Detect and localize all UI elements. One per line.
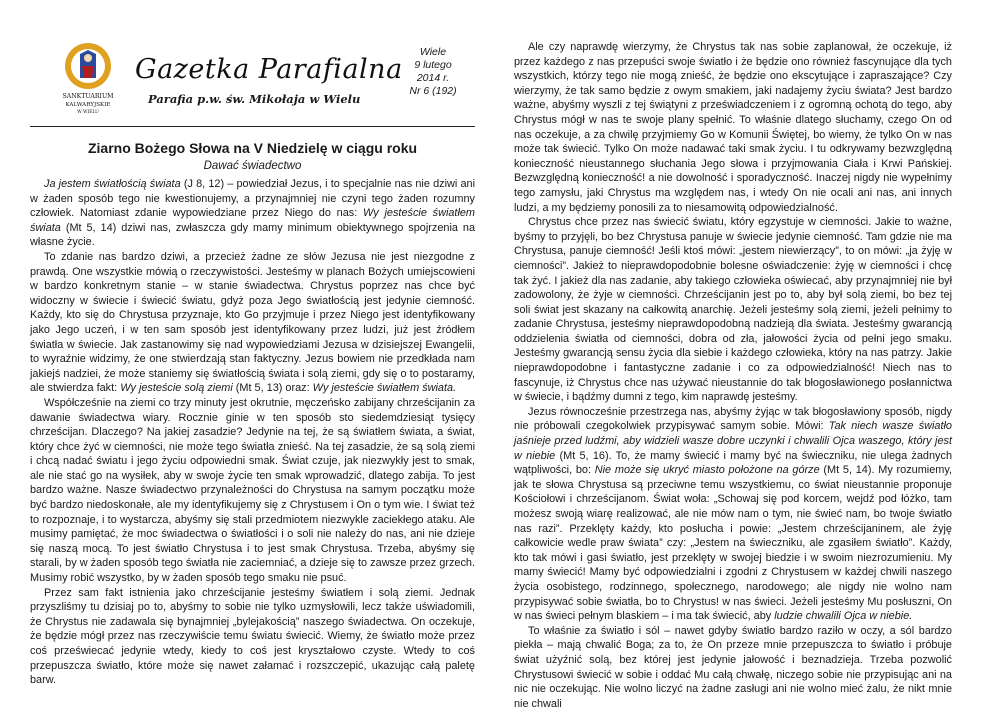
text: To zdanie nas bardzo dziwi, a przecież żadne ze słów Jezusa nie jest niezgodne z prawdą. One wszystkie mówią o rzeczywistości. Jesteśmy w planach Bożych umiejscowieni w bardzo konkretnym stanie – w stanie świadectwa. Chrystus poprzez nas chce być widoczny w świecie i świecić światu, gdyż poza Jego światłością jest jedynie ciemność. Każdy, kto się do Chrystusa przyznaje, kto Go przyjmuje i przez Niego jest identyfikowany jako Jego uczeń, i w ten sam sposób jest identyfikowany przez ludzi, już jest źródłem światła w świecie. Jak zastanowimy się nad wypowiedziami Jezusa w dzisiejszej Ewangelii, to wyraźnie widzimy, że one stwierdzają stan faktyczny. Jezus bowiem nie przedkłada nam jakiejś nadziei, że może staniemy się światłością świata i solą ziemi, gdy się o to postaramy, ale stwierdza fakt:: [30, 250, 475, 395]
quote: Ja jestem światłością świata: [44, 178, 181, 190]
logo-line-1: SANKTUARIUM: [62, 93, 114, 100]
quote: Nie może się ukryć miasto położone na górze: [594, 464, 820, 477]
paragraph-6: [514, 215, 952, 405]
text: Chrystus chce przez nas świecić światu, który egzystuje w ciemności. Jakie to ważne, byśmy to przyjęli, bo bez Chrystusa panuje w świecie jedynie ciemność. Tam gdzie nie ma Chrystusa, panuje ciemność! Jeśli ktoś mówi: „jestem niewierzący”, to on mówi: „ja żyję w ciemności”. Jakież to nieprawdopodobnie bolesne oświadczenie: żyję w ciemności i chcę tak żyć. I jakież dla nas zadanie, aby takiego człowieka oświecać, aby przynajmniej nie był zadowolony, że żyje w ciemności. Chrześcijanin jest po to, aby był solą ziemi, bo bez tej soli świat jest skazany na całkowitą anarchię. Jeżeli jesteśmy solą ziemi, jeżeli pełnimy to zadanie Chrystusa, jesteśmy nieprawdopodobną nadzieją dla świata. Jesteśmy gwarancją oddzielenia światła od ciemności, dobra od zła, jałowości życia od pełni jego smaku. Jesteśmy gwarancją sensu życia dla siebie i każdego człowieka, który na nas patrzy. Jakie nieprawdopodobne i fantastyczne zadanie i co za odpowiedzialność! Niech nas to fascynuje, iż Chrystus chce nas używać nieustannie do tak błogosławionego posłannictwa w świecie, i bądźmy dumni z tego, kim naprawdę jesteśmy.: [514, 216, 952, 404]
text: Ale czy naprawdę wierzymy, że Chrystus tak nas sobie zaplanował, że oczekuje, iż przez każdego z nas przepuści swoje światło i że będzie ono również fascynujące dla tych wszystkich, którzy tego nie mogą znieść, że będzie ono ekscytujące i zapraszające? Czy wierzymy, że tak samo będzie z owym smakiem, jaki nadajemy życiu świata? Jest bardzo ważne, abyśmy wyszli z tej świątyni z przeświadczeniem i z ogromną ochotą do tego, aby Chrystus mógł w nas te swoje plany spełnić. To właśnie dlatego słuchamy, czego On od nas oczekuje, a za chwilę przyjmiemy Go w Komunii Świętej, bo wiemy, że tylko On w nas może tak świecić. Tylko On może nadawać taki smak życiu. I tu odkrywamy bezwzględną konieczność nieustannego słuchania Jego słowa i przyjmowania Ciała i Krwi Pańskiej. Bezwzględną konieczność! a nie dowolność i sporadyczność. Inaczej nigdy nie wypełnimy tego zamysłu, jaki Chrystus ma względem nas, i wtedy On nie ocali ani nas, ani innych ludzi, a my będziemy ponosili za to niesamowitą odpowiedzialność.: [514, 41, 952, 214]
quote: Wy jesteście światłem świata.: [312, 382, 457, 395]
paragraph-2: [30, 250, 475, 396]
header-divider: [30, 126, 475, 127]
paragraph-5: [514, 40, 952, 215]
quote: Wy jesteście solą ziemi: [120, 382, 233, 395]
left-column: [30, 177, 475, 688]
issue-year: 2014 r.: [416, 72, 450, 84]
article-title: Ziarno Bożego Słowa na V Niedzielę w ciągu roku: [87, 140, 418, 156]
text: To właśnie za światło i sól – nawet gdyby światło bardzo raziło w oczy, a sól bardzo piekła – mają chwalić Boga; za to, że On przeze mnie przepuszcza to światło i próbuje świat użyźnić solą, bez której jest jedynie jałowość i beznadzieja. Trzeba pozwolić Chrystusowi świecić w sobie i oddać Mu całą chwałę, niczego sobie nie przypisując ani na nic nie oczekując. Nie wolno liczyć na żadne zasługi ani nie wolno mieć żalu, że nikt mnie nie chwali: [514, 624, 952, 710]
masthead: [30, 42, 475, 126]
text: Współcześnie na ziemi co trzy minuty jest okrutnie, męczeńsko zabijany chrześcijanin za dawanie świadectwa wiary. Rocznie ginie w ten sposób sto siedemdziesiąt tysięcy chrześcijan. Dlaczego? Na jakiej zasadzie? Jedynie na tej, że są światłem świata, a świat, który chce żyć w ciemności, nie może tego światła znieść. Na tej zasadzie, że są solą ziemi i chcą nadać światu i jego życiu odpowiedni smak. Świat czuje, jak niezwykły jest to smak, ale nie stać go na wysiłek, aby w swoje życie ten smak wprowadzić, dlatego zabija. To jest bardzo ważne. Nasze świadectwo przynależności do Chrystusa na samym początku może być bardzo niedoskonałe, ale my identyfikujemy się z Chrystusem i On o tym wie. I świat też to rozpoznaje, i to wystarcza, abyśmy się stali przedmiotem niezwykle zaciekłego ataku. Ale musimy pamiętać, że moc świadectwa o światłości i o soli nie należy do nas, ani nie dzieje się naszą mocą. To jest światło Chrystusa i to jest smak Chrystusa. Trzeba, abyśmy się starali, by w żaden sposób tego światła nie zaciemniać, a dzieje się to zawsze przez grzech. Musimy robić wszystko, by w żaden sposób tego smaku nie psuć.: [30, 396, 475, 585]
text: Przez sam fakt istnienia jako chrześcijanie jesteśmy światłem i solą ziemi. Jednak przyszliśmy tu dzisiaj po to, abyśmy to sobie nie tylko uzmysłowili, lecz także uświadomili, że Chrystus nie zadawala się bynajmniej „bylejakością” naszego świadectwa. On oczekuje, że będzie mógł przez nas rzeczywiście temu światu świecić. Wiemy, że światło może przez coś przeświecać jedynie wtedy, kiedy to coś jest kryształowo czyste. Wtedy to coś przepuszcza światło, które może się nawet załamać i rozszczepić, ukazując całą paletę barw.: [30, 586, 475, 687]
logo-line-3: W WIELU: [77, 110, 99, 115]
issue-info: [393, 46, 473, 98]
article-subtitle: Dawać świadectwo: [203, 160, 302, 172]
text: Jezus równocześnie przestrzega nas, abyśmy żyjąc w tak błogosławiony sposób, nigdy nie próbowali czegokolwiek przypisywać samym sobie. Mówi:: [514, 405, 952, 433]
issue-number: Nr 6 (192): [409, 85, 457, 97]
text: (J 8, 12) – powiedział Jezus, i to specjalnie nas nie dziwi ani w żaden sposób tego nie kwestionujemy, a przynajmniej nie czyni tego żaden rozumny człowiek. Natomiast zdanie wypowiedziane przez Niego do nas:: [30, 178, 475, 220]
sanctuary-logo-icon: [58, 42, 118, 120]
issue-place: Wiele: [419, 46, 447, 58]
newsletter-title: Gazetka Parafialna: [135, 54, 403, 85]
newsletter-subtitle: Parafia p.w. św. Mikołaja w Wielu: [148, 92, 361, 106]
text: (Mt 5, 16). To, że mamy świecić i mamy być na świeczniku, nie ulega żadnych wątpliwości, bo:: [514, 449, 952, 477]
paragraph-3: [30, 396, 475, 586]
paragraph-1: [30, 177, 475, 250]
text: (Mt 5, 13) oraz:: [232, 382, 313, 395]
quote: Wy jesteście światłem świata: [30, 207, 475, 234]
paragraph-8: [514, 624, 952, 711]
logo-line-2: KALWARYJSKIE: [65, 102, 111, 108]
paragraph-7: [514, 405, 952, 624]
quote: Tak niech wasze światło jaśnieje przed ludźmi, aby widzieli wasze dobre uczynki i chwalili Ojca waszego, który jest w niebie: [514, 420, 952, 462]
quote: ludzie chwalili Ojca w niebie.: [774, 610, 913, 623]
right-column: [514, 40, 952, 711]
issue-date: 9 lutego: [414, 59, 452, 71]
text: (Mt 5, 14). My rozumiemy, jak te słowa Chrystusa są przeciwne temu wszystkiemu, co świat nieustannie proponuje Kościołowi i chrześcijanom. Świat woła: „Schowaj się pod korcem, wejdź pod łóżko, tam możesz swoją wiarę realizować, ale nie mów nam o tym, nie świeć nam, bo twoje światło nas razi”. Przeklęty każdy, kto posłucha i powie: „Jestem chrześcijaninem, ale żyję całkowicie wedle praw świata” czy: „Jestem na świeczniku, ale zgasiłem światło”. Każdy, kto tak mówi i gasi światło, jest przeklęty w swojej biedzie i w swoim niezrozumieniu. My mamy świecić! Mamy być odpowiedzialni i zgodni z Chrystusem w każdej chwili naszego życia osobistego, rodzinnego, społecznego, narodowego; ale nigdy nie wolno nam przypisywać sobie światła, bo to Chrystus! w nas świeci. Jeżeli jesteśmy Mu posłuszni, On w nas świeci pełnym blaskiem – i ma tak świecić, aby: [514, 464, 952, 623]
text: (Mt 5, 14) dziwi nas, zwłaszcza gdy mamy minimum obiektywnego spojrzenia na własne życie.: [30, 221, 475, 249]
paragraph-4: [30, 586, 475, 688]
